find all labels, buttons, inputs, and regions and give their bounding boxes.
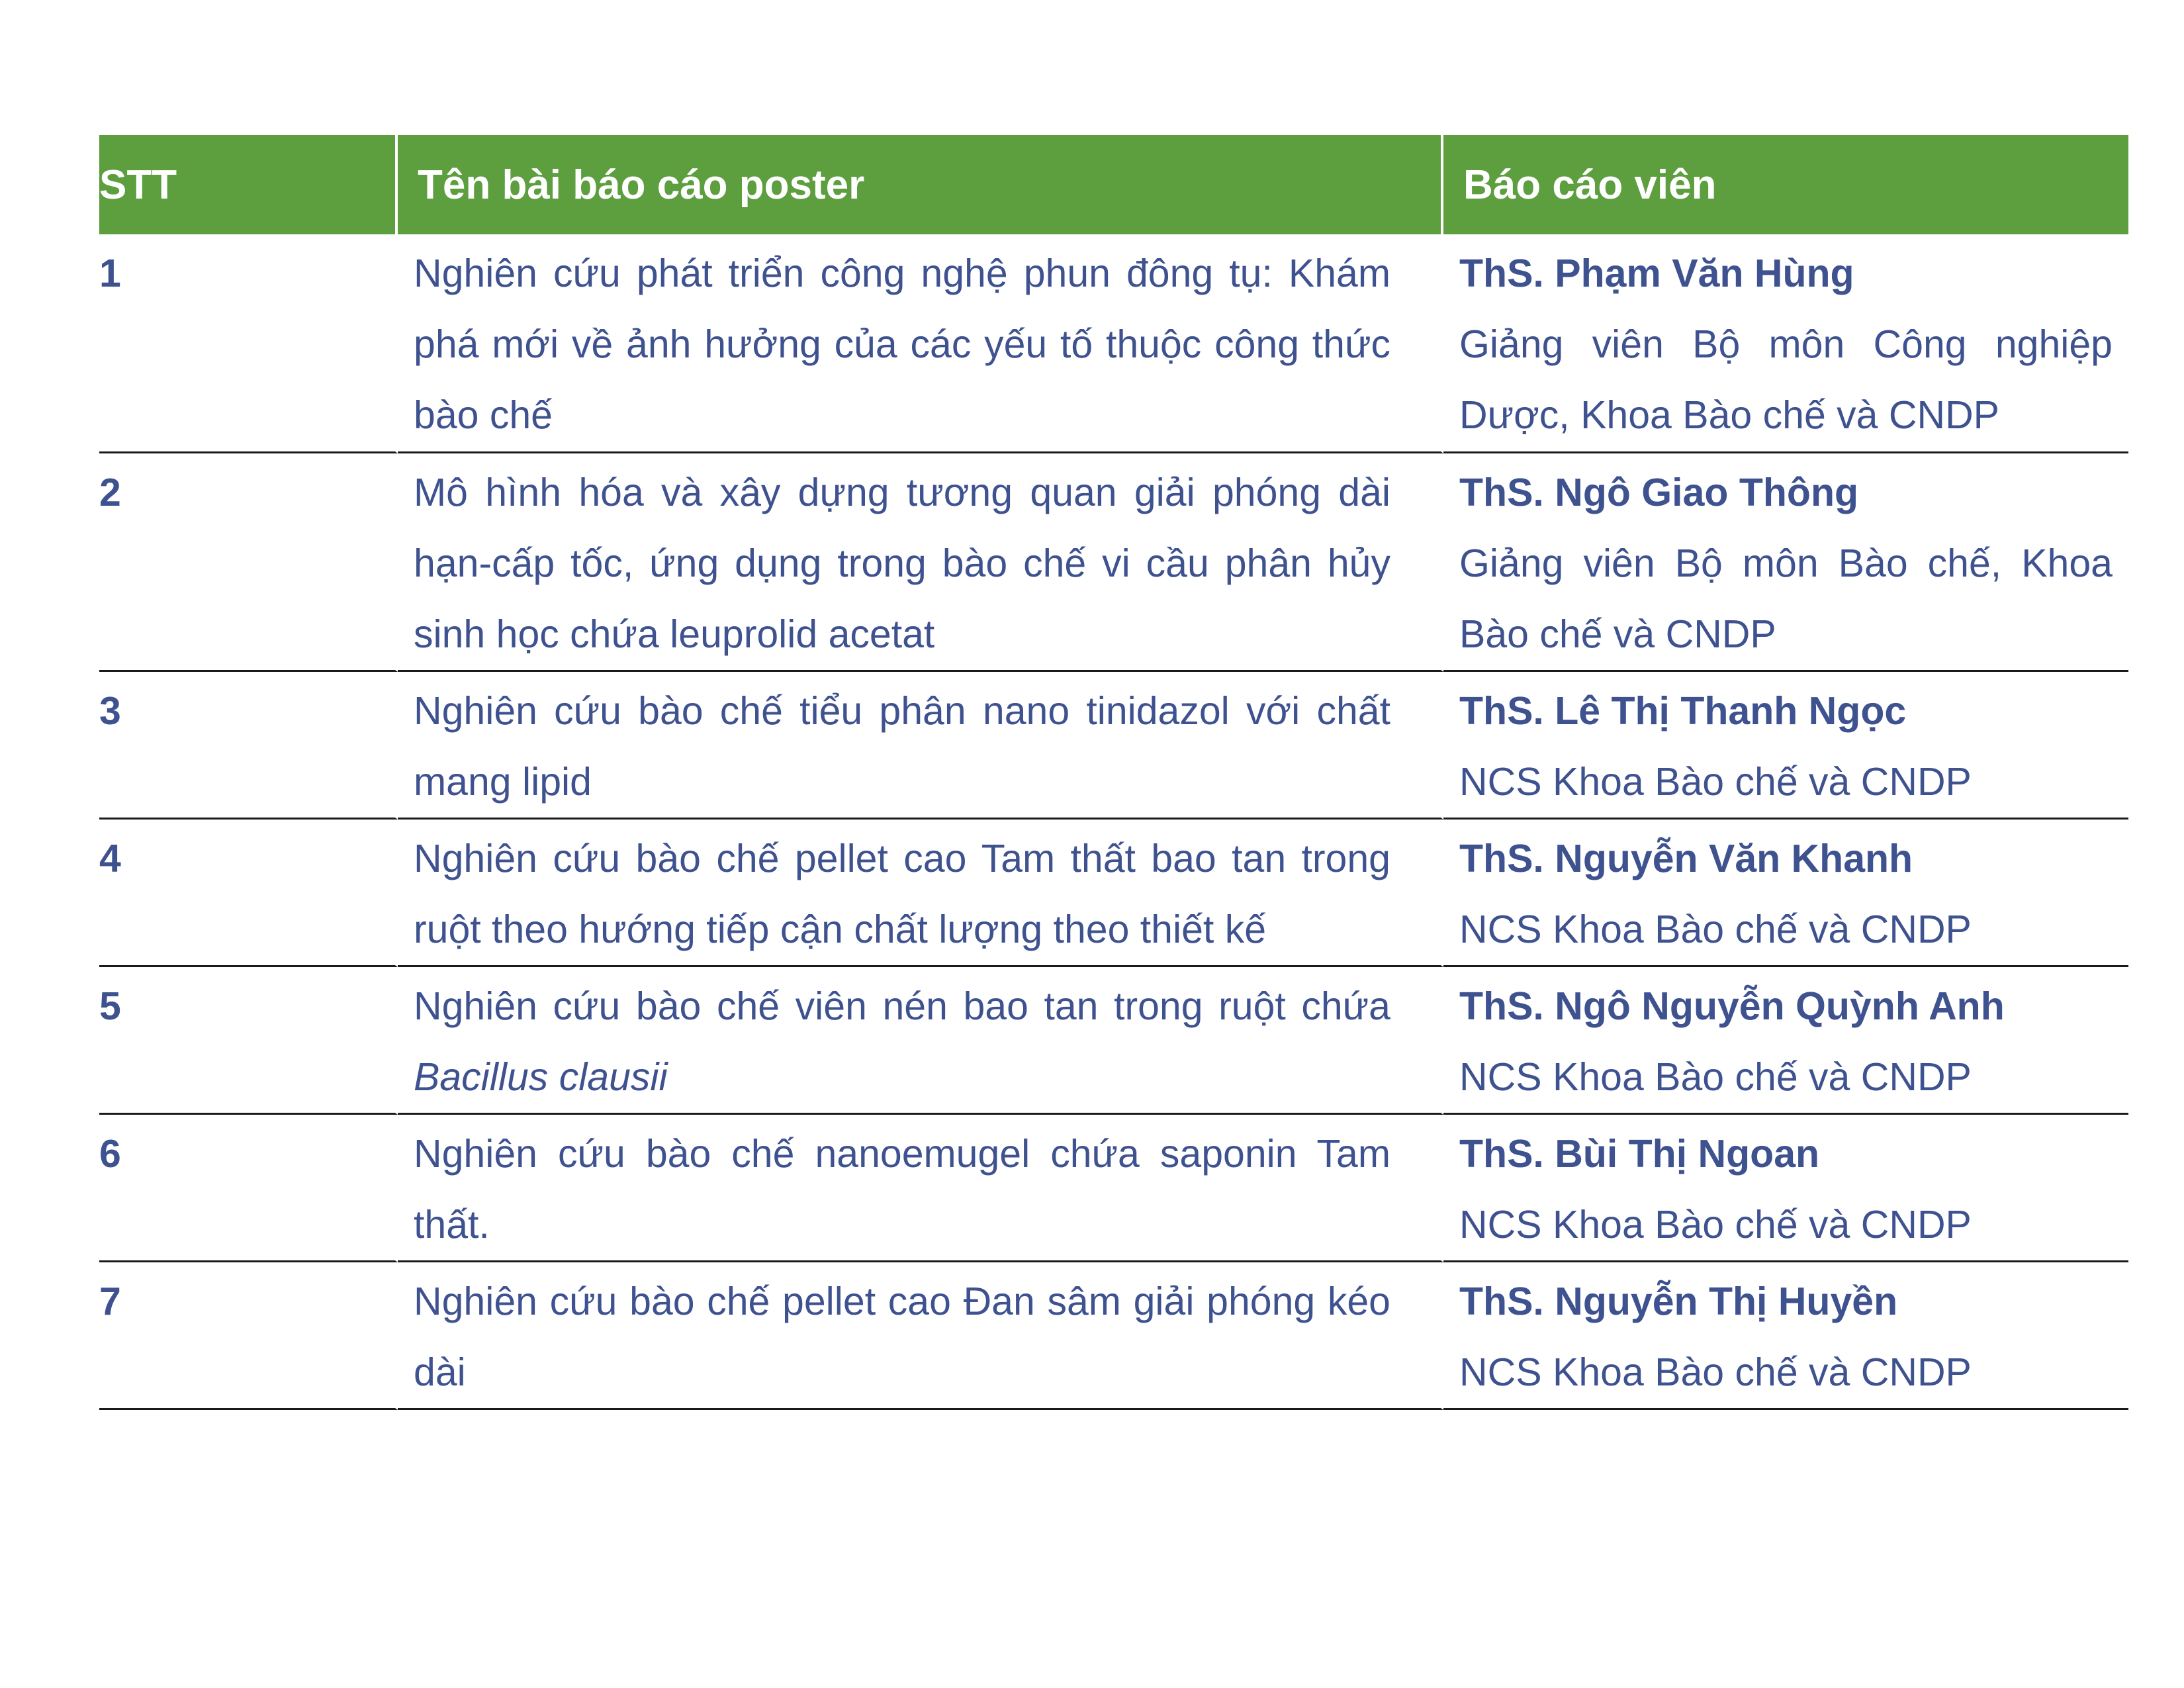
poster-title: Nghiên cứu bào chế nanoemugel chứa saponin Tam thất.	[398, 1115, 1443, 1262]
presenter-name: ThS. Ngô Giao Thông	[1459, 471, 1859, 514]
presenter-name: ThS. Lê Thị Thanh Ngọc	[1459, 689, 1907, 733]
presenter-cell	[1443, 672, 2128, 820]
poster-title: Mô hình hóa và xây dựng tương quan giải phóng dài hạn-cấp tốc, ứng dụng trong bào chế vi cầu phân hủy sinh học chứa leuprolid acetat	[398, 453, 1443, 672]
presenter-cell	[1443, 1115, 2128, 1262]
poster-title-text: Nghiên cứu bào chế viên nén bao tan trong ruột chứa	[414, 984, 1390, 1028]
table-row	[99, 453, 2128, 672]
presenter-cell	[1443, 453, 2128, 672]
poster-title	[398, 967, 1443, 1115]
header-stt: STT	[99, 135, 398, 234]
table-row	[99, 820, 2128, 967]
row-number: 2	[99, 453, 398, 672]
header-presenter: Báo cáo viên	[1443, 135, 2128, 234]
presenter-cell	[1443, 1262, 2128, 1410]
presenter-role: Giảng viên Bộ môn Công nghiệp Dược, Khoa Bào chế và CNDP	[1459, 322, 2113, 437]
presenter-name: ThS. Nguyễn Thị Huyền	[1459, 1280, 1898, 1323]
poster-presentation-table	[99, 135, 2128, 1410]
row-number: 5	[99, 967, 398, 1115]
table-row	[99, 1262, 2128, 1410]
table-header-row	[99, 135, 2128, 234]
row-number: 3	[99, 672, 398, 820]
presenter-role: NCS Khoa Bào chế và CNDP	[1459, 1203, 1972, 1246]
poster-title: Nghiên cứu phát triển công nghệ phun đông tụ: Khám phá mới về ảnh hưởng của các yếu tố thuộc công thức bào chế	[398, 234, 1443, 453]
row-number: 6	[99, 1115, 398, 1262]
presenter-cell	[1443, 967, 2128, 1115]
presenter-name: ThS. Nguyễn Văn Khanh	[1459, 837, 1913, 880]
table-row	[99, 1115, 2128, 1262]
row-number: 1	[99, 234, 398, 453]
presenter-name: ThS. Phạm Văn Hùng	[1459, 252, 1854, 295]
table-row	[99, 234, 2128, 453]
poster-title: Nghiên cứu bào chế pellet cao Đan sâm giải phóng kéo dài	[398, 1262, 1443, 1410]
presenter-role: Giảng viên Bộ môn Bào chế, Khoa Bào chế và CNDP	[1459, 541, 2113, 656]
row-number: 4	[99, 820, 398, 967]
presenter-name: ThS. Ngô Nguyễn Quỳnh Anh	[1459, 984, 2005, 1028]
poster-title: Nghiên cứu bào chế tiểu phân nano tinidazol với chất mang lipid	[398, 672, 1443, 820]
poster-title: Nghiên cứu bào chế pellet cao Tam thất bao tan trong ruột theo hướng tiếp cận chất lượng theo thiết kế	[398, 820, 1443, 967]
presenter-cell	[1443, 234, 2128, 453]
table-row	[99, 672, 2128, 820]
header-title: Tên bài báo cáo poster	[398, 135, 1443, 234]
poster-title-species: Bacillus clausii	[414, 1055, 668, 1099]
presenter-cell	[1443, 820, 2128, 967]
presenter-role: NCS Khoa Bào chế và CNDP	[1459, 1055, 1972, 1099]
presenter-role: NCS Khoa Bào chế và CNDP	[1459, 1350, 1972, 1394]
presenter-name: ThS. Bùi Thị Ngoan	[1459, 1132, 1820, 1176]
presenter-role: NCS Khoa Bào chế và CNDP	[1459, 760, 1972, 804]
row-number: 7	[99, 1262, 398, 1410]
table-row	[99, 967, 2128, 1115]
presenter-role: NCS Khoa Bào chế và CNDP	[1459, 908, 1972, 951]
